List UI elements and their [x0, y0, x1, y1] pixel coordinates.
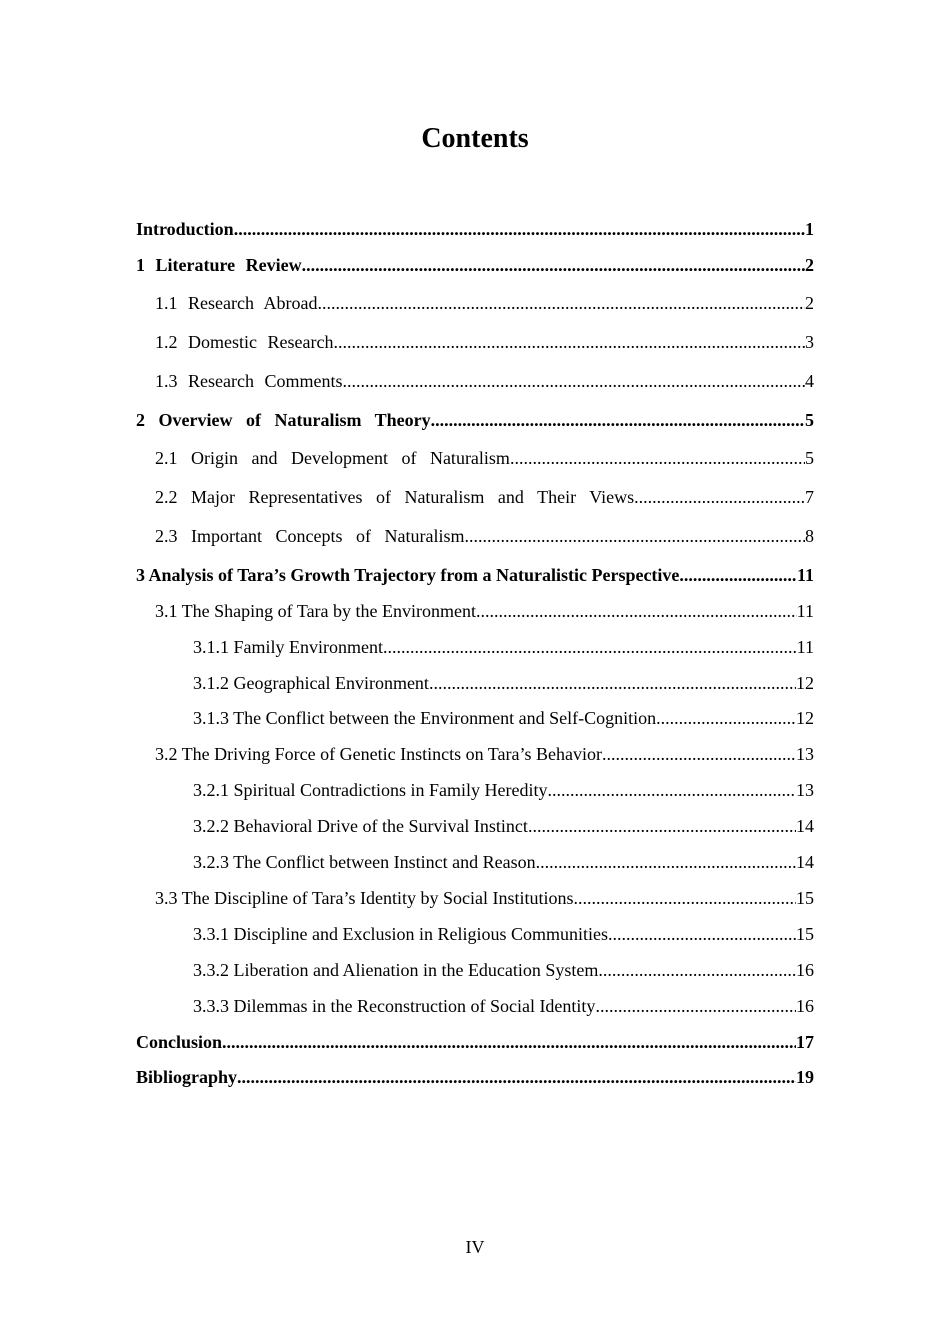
toc-entry-2-2[interactable]: [155, 485, 814, 509]
toc-entry-page: 3: [805, 332, 814, 352]
dot-leader: [608, 922, 796, 946]
toc-entry-3-2[interactable]: [155, 742, 814, 766]
toc-entry-3-3-1[interactable]: [193, 922, 814, 946]
toc-entry-page: 8: [805, 526, 814, 546]
page-title: Contents: [421, 123, 529, 154]
toc-entry-3-1-1[interactable]: [193, 635, 814, 659]
dot-leader: [302, 253, 805, 277]
dot-leader: [342, 369, 805, 393]
toc-entry-label: 2.2 Major Representatives of Naturalism and Their Views: [155, 487, 635, 507]
toc-entry-label: 1 Literature Review: [136, 255, 302, 275]
toc-entry-page: 16: [796, 960, 814, 980]
dot-leader: [237, 1065, 796, 1089]
toc-entry-label: 3.2.1 Spiritual Contradictions in Family Heredity: [193, 780, 548, 800]
toc-entry-label: 3.2.2 Behavioral Drive of the Survival Instinct: [193, 816, 528, 836]
toc-entry-3-3[interactable]: [155, 886, 814, 910]
toc-entry-page: 7: [805, 487, 814, 507]
toc-entry-page: 14: [796, 816, 814, 836]
toc-entry-2-1[interactable]: [155, 446, 814, 470]
toc-entry-label: 3.3.1 Discipline and Exclusion in Religious Communities: [193, 924, 608, 944]
toc-entry-label: 3.1 The Shaping of Tara by the Environment: [155, 601, 477, 621]
toc-entry-page: 13: [796, 744, 814, 764]
dot-leader: [317, 291, 805, 315]
toc-entry-3-3-3[interactable]: [193, 994, 814, 1018]
dot-leader: [234, 217, 805, 241]
toc-entry-label: 1.1 Research Abroad: [155, 293, 318, 313]
toc-entry-3-2-3[interactable]: [193, 850, 814, 874]
toc-entry-chapter-1[interactable]: [136, 253, 814, 277]
toc-entry-page: 2: [805, 293, 814, 313]
toc-entry-1-3[interactable]: [155, 369, 814, 393]
dot-leader: [547, 778, 796, 802]
toc-entry-label: 3 Analysis of Tara’s Growth Trajectory from a Naturalistic Perspective: [136, 565, 680, 585]
toc-entry-label: 3.2.3 The Conflict between Instinct and Reason: [193, 852, 536, 872]
toc-entry-label: 3.1.2 Geographical Environment: [193, 673, 429, 693]
toc-entry-page: 1: [805, 219, 814, 239]
dot-leader: [574, 886, 796, 910]
toc-entry-page: 11: [796, 601, 814, 621]
toc-entry-bibliography[interactable]: [136, 1065, 814, 1089]
toc-entry-label: 3.1.3 The Conflict between the Environment and Self-Cognition: [193, 708, 657, 728]
toc-entry-page: 11: [796, 565, 814, 585]
toc-entry-label: 1.3 Research Comments: [155, 371, 343, 391]
dot-leader: [595, 994, 796, 1018]
toc-entry-page: 11: [796, 637, 814, 657]
page-number: IV: [465, 1237, 485, 1257]
toc-entry-introduction[interactable]: [136, 217, 814, 241]
toc-entry-label: 2 Overview of Naturalism Theory: [136, 410, 431, 430]
toc-entry-chapter-2[interactable]: [136, 408, 814, 432]
dot-leader: [510, 446, 805, 470]
toc-entry-3-1-3[interactable]: [193, 706, 814, 730]
toc-entry-label: 3.3.3 Dilemmas in the Reconstruction of Social Identity: [193, 996, 596, 1016]
dot-leader: [431, 408, 805, 432]
toc-entry-label: 3.1.1 Family Environment: [193, 637, 383, 657]
toc-entry-label: 2.3 Important Concepts of Naturalism: [155, 526, 465, 546]
toc-entry-2-3[interactable]: [155, 524, 814, 548]
toc-entry-page: 15: [796, 888, 814, 908]
toc-entry-label: Conclusion: [136, 1032, 223, 1052]
dot-leader: [528, 814, 796, 838]
toc-entry-page: 12: [796, 708, 814, 728]
dot-leader: [429, 671, 796, 695]
toc-entry-3-3-2[interactable]: [193, 958, 814, 982]
toc-entry-page: 14: [796, 852, 814, 872]
toc-entry-label: 1.2 Domestic Research: [155, 332, 334, 352]
toc-entry-label: 2.1 Origin and Development of Naturalism: [155, 448, 510, 468]
dot-leader: [464, 524, 805, 548]
toc-entry-page: 16: [796, 996, 814, 1016]
dot-leader: [598, 958, 796, 982]
dot-leader: [222, 1030, 796, 1054]
dot-leader: [536, 850, 796, 874]
toc-entry-page: 12: [796, 673, 814, 693]
toc-entry-3-1-2[interactable]: [193, 671, 814, 695]
dot-leader: [476, 599, 797, 623]
dot-leader: [656, 706, 796, 730]
toc-entry-label: 3.2 The Driving Force of Genetic Instincts on Tara’s Behavior: [155, 744, 602, 764]
toc-entry-page: 2: [805, 255, 814, 275]
toc-entry-1-2[interactable]: [155, 330, 814, 354]
toc-entry-page: 5: [805, 448, 814, 468]
toc-entry-page: 4: [805, 371, 814, 391]
toc-entry-page: 19: [796, 1067, 814, 1087]
dot-leader: [634, 485, 805, 509]
dot-leader: [602, 742, 796, 766]
dot-leader: [679, 563, 797, 587]
toc-entry-page: 15: [796, 924, 814, 944]
toc-entry-3-1[interactable]: [155, 599, 814, 623]
toc-entry-conclusion[interactable]: [136, 1030, 814, 1054]
toc-entry-label: 3.3.2 Liberation and Alienation in the Education System: [193, 960, 599, 980]
toc-entry-3-2-2[interactable]: [193, 814, 814, 838]
toc-entry-page: 17: [796, 1032, 814, 1052]
toc-entry-3-2-1[interactable]: [193, 778, 814, 802]
dot-leader: [383, 635, 797, 659]
toc-entry-chapter-3[interactable]: [136, 563, 814, 587]
toc-entry-page: 5: [805, 410, 814, 430]
toc-entry-label: Bibliography: [136, 1067, 238, 1087]
toc-entry-label: Introduction: [136, 219, 234, 239]
toc-entry-page: 13: [796, 780, 814, 800]
toc-entry-label: 3.3 The Discipline of Tara’s Identity by Social Institutions: [155, 888, 574, 908]
dot-leader: [333, 330, 805, 354]
toc-entry-1-1[interactable]: [155, 291, 814, 315]
